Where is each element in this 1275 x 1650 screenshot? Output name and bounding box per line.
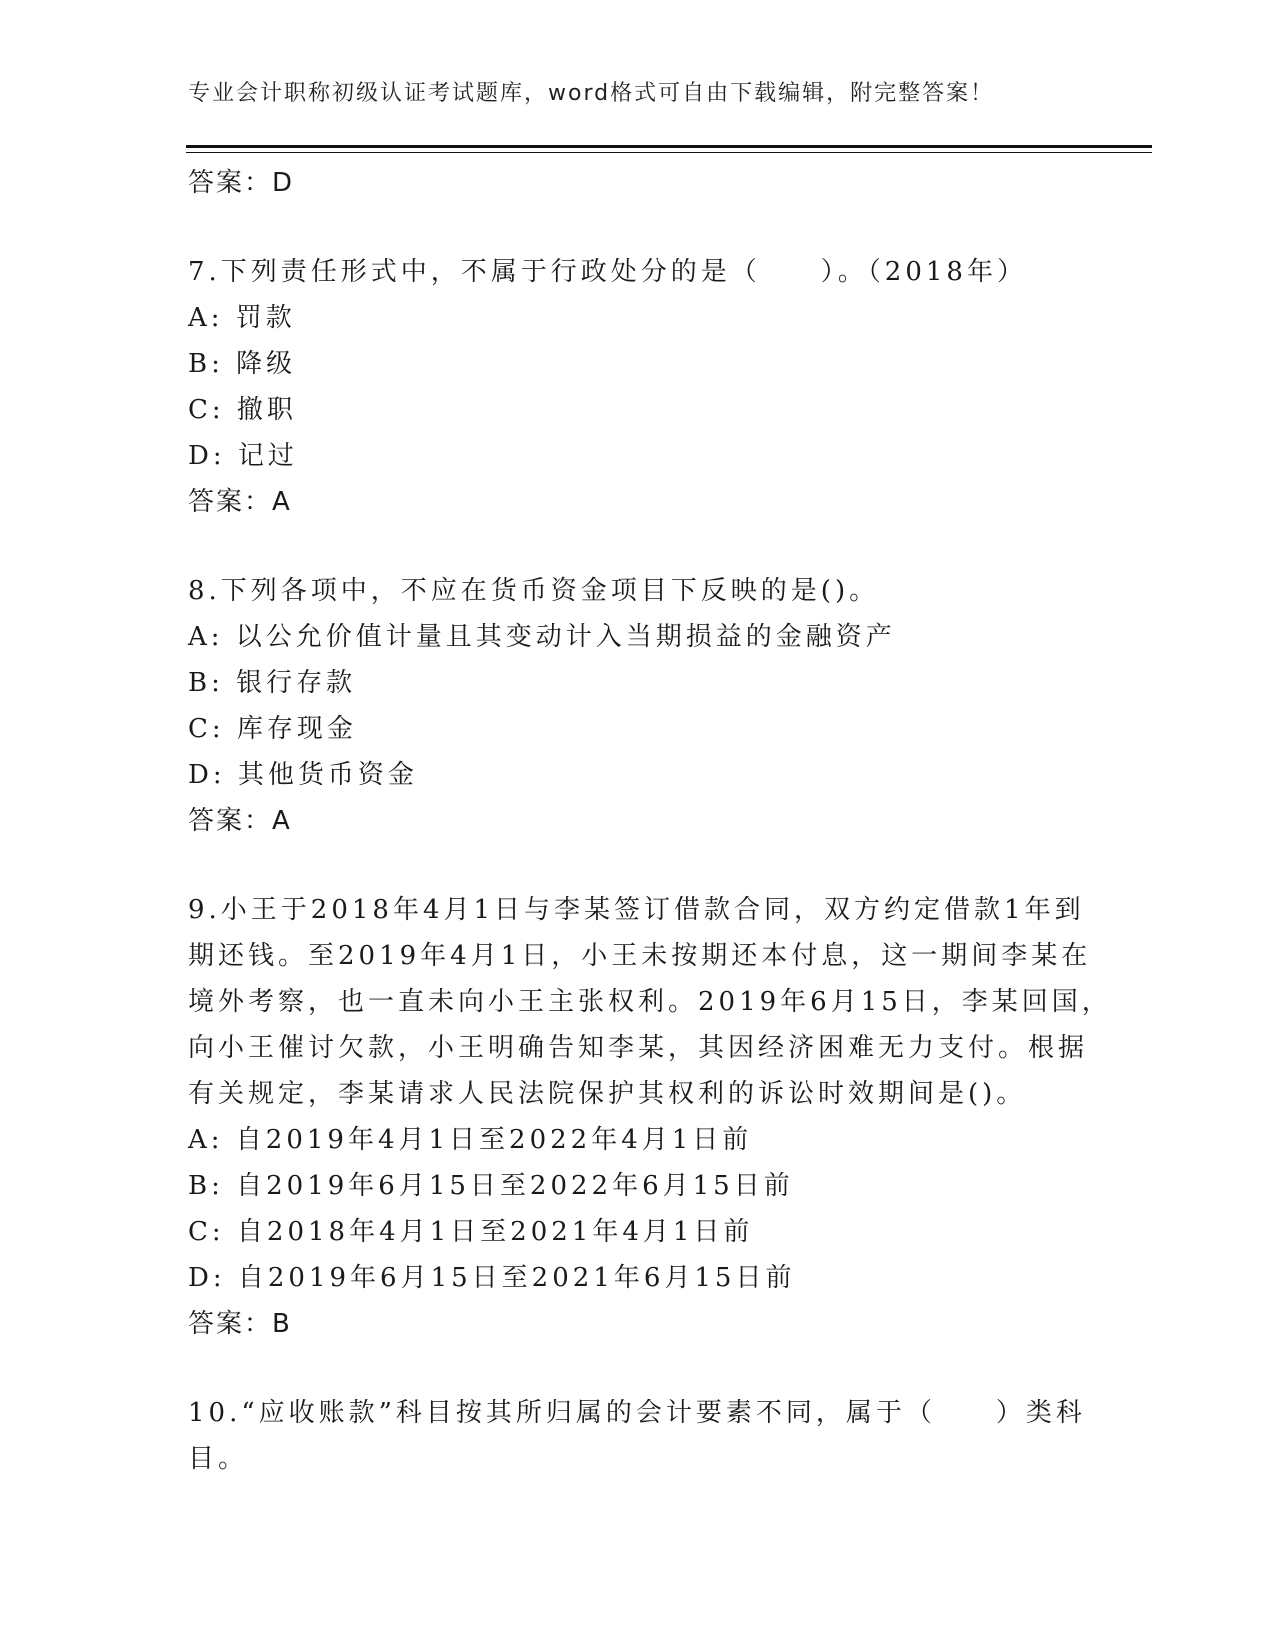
question-9-option-a: A: 自2019年4月1日至2022年4月1日前 <box>188 1125 753 1155</box>
question-7-option-d: D: 记过 <box>188 441 298 471</box>
question-10-text-line: 目。 <box>188 1444 249 1474</box>
question-9-text-line: 有关规定，李某请求人民法院保护其权利的诉讼时效期间是()。 <box>188 1079 1027 1109</box>
question-7-option-a: A: 罚款 <box>188 303 296 333</box>
header-rule-thick <box>186 145 1152 148</box>
question-8-option-a: A: 以公允价值计量且其变动计入当期损益的金融资产 <box>188 622 896 652</box>
question-10 <box>188 1390 1088 1482</box>
page-header: 专业会计职称初级认证考试题库，word格式可自由下载编辑，附完整答案！ <box>188 81 995 106</box>
question-9-option-d: D: 自2019年6月15日至2021年6月15日前 <box>188 1263 796 1293</box>
question-9-text-line: 向小王催讨欠款，小王明确告知李某，其因经济困难无力支付。根据 <box>188 1033 1089 1063</box>
question-9-option-c: C: 自2018年4月1日至2021年4月1日前 <box>188 1217 754 1247</box>
question-7 <box>188 249 1088 525</box>
question-9-text-line: 9.小王于2018年4月1日与李某签订借款合同，双方约定借款1年到 <box>188 895 1085 925</box>
question-7-option-c: C: 撤职 <box>188 395 297 425</box>
question-9-text-line: 境外考察，也一直未向小王主张权利。2019年6月15日，李某回国， <box>188 987 1112 1017</box>
answer-q6: 答案：D <box>188 168 295 198</box>
header-rule-thin <box>186 152 1152 153</box>
question-8-option-b: B: 银行存款 <box>188 668 357 698</box>
question-10-text-line: 10.“应收账款”科目按其所归属的会计要素不同，属于（ ）类科 <box>188 1398 1086 1428</box>
question-content <box>188 160 1112 1482</box>
question-8-text: 8.下列各项中，不应在货币资金项目下反映的是()。 <box>188 576 880 606</box>
question-8-option-d: D: 其他货币资金 <box>188 760 418 790</box>
question-8 <box>188 568 1088 844</box>
question-9-text-line: 期还钱。至2019年4月1日，小王未按期还本付息，这一期间李某在 <box>188 941 1092 971</box>
question-9 <box>188 887 1112 1347</box>
question-9-option-b: B: 自2019年6月15日至2022年6月15日前 <box>188 1171 794 1201</box>
question-7-option-b: B: 降级 <box>188 349 297 379</box>
question-8-option-c: C: 库存现金 <box>188 714 357 744</box>
question-8-answer: 答案：A <box>188 806 292 836</box>
question-9-answer: 答案：B <box>188 1309 292 1339</box>
question-7-text: 7.下列责任形式中，不属于行政处分的是（ ）。（2018年） <box>188 257 1027 287</box>
question-7-answer: 答案：A <box>188 487 292 517</box>
